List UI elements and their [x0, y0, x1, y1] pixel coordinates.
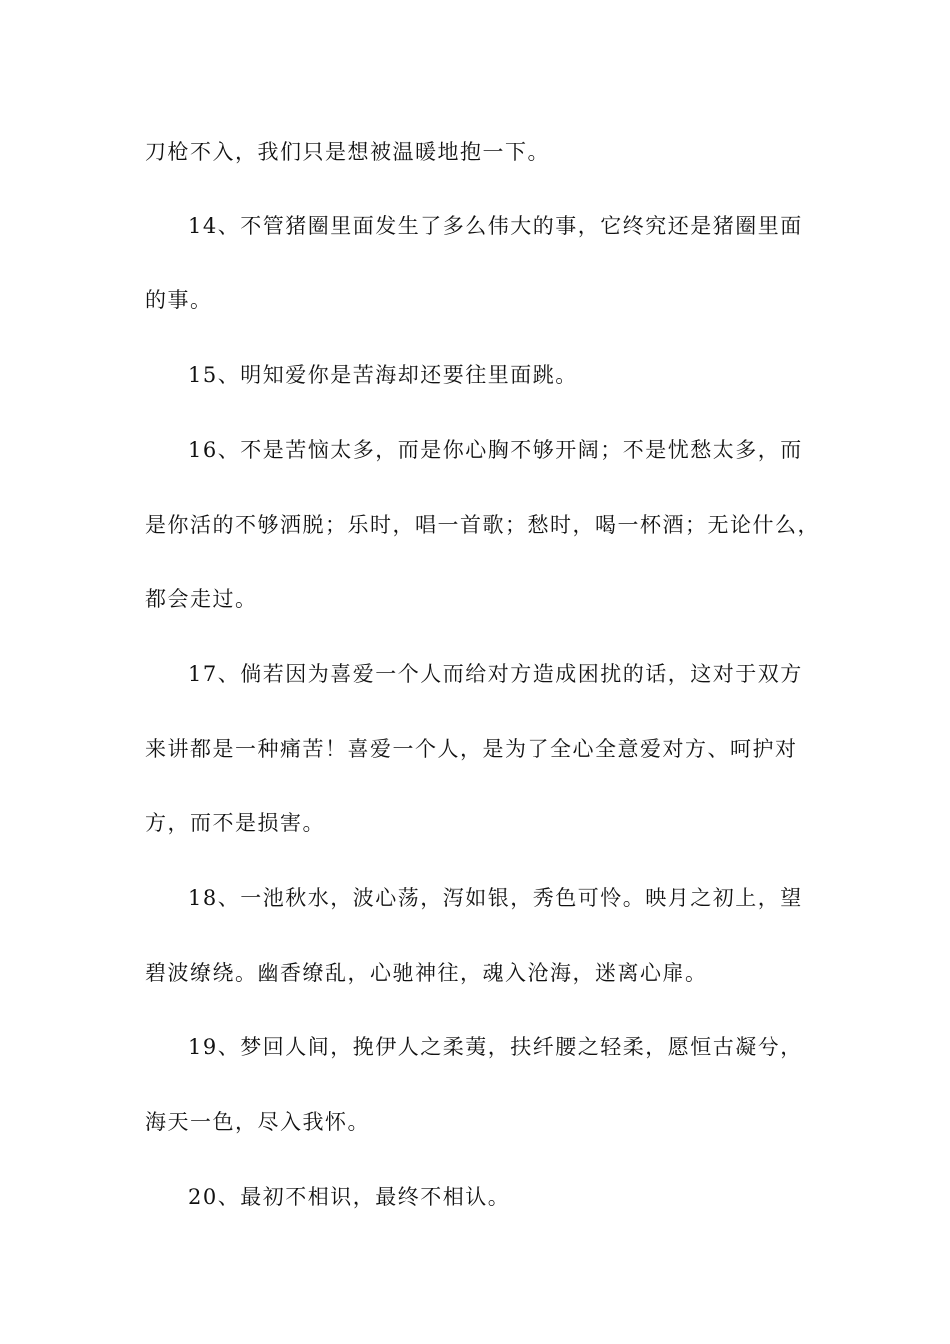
item-14-line-2: 的事。 — [145, 288, 213, 312]
item-17-line-3: 方，而不是损害。 — [145, 811, 325, 835]
item-17-line-1: 17、倘若因为喜爱一个人而给对方造成困扰的话，这对于双方 — [188, 662, 803, 686]
item-19-line-1: 19、梦回人间，挽伊人之柔荑，扶纤腰之轻柔，愿恒古凝兮， — [188, 1035, 803, 1059]
item-20-line-1: 20、最初不相识，最终不相认。 — [188, 1185, 511, 1209]
item-16-line-2: 是你活的不够洒脱；乐时，唱一首歌；愁时，喝一杯酒；无论什么， — [145, 513, 820, 537]
item-18-line-1: 18、一池秋水，波心荡，泻如银，秀色可怜。映月之初上，望 — [188, 886, 803, 910]
item-14-line-1: 14、不管猪圈里面发生了多么伟大的事，它终究还是猪圈里面 — [188, 214, 803, 238]
item-16-line-3: 都会走过。 — [145, 587, 258, 611]
item-19-line-2: 海天一色，尽入我怀。 — [145, 1110, 370, 1134]
item-15-line-1: 15、明知爱你是苦海却还要往里面跳。 — [188, 363, 578, 387]
item-16-line-1: 16、不是苦恼太多，而是你心胸不够开阔；不是忧愁太多，而 — [188, 438, 803, 462]
text-line: 刀枪不入，我们只是想被温暖地抱一下。 — [145, 140, 550, 164]
item-17-line-2: 来讲都是一种痛苦！喜爱一个人，是为了全心全意爱对方、呵护对 — [145, 737, 798, 761]
item-18-line-2: 碧波缭绕。幽香缭乱，心驰神往，魂入沧海，迷离心扉。 — [145, 961, 708, 985]
